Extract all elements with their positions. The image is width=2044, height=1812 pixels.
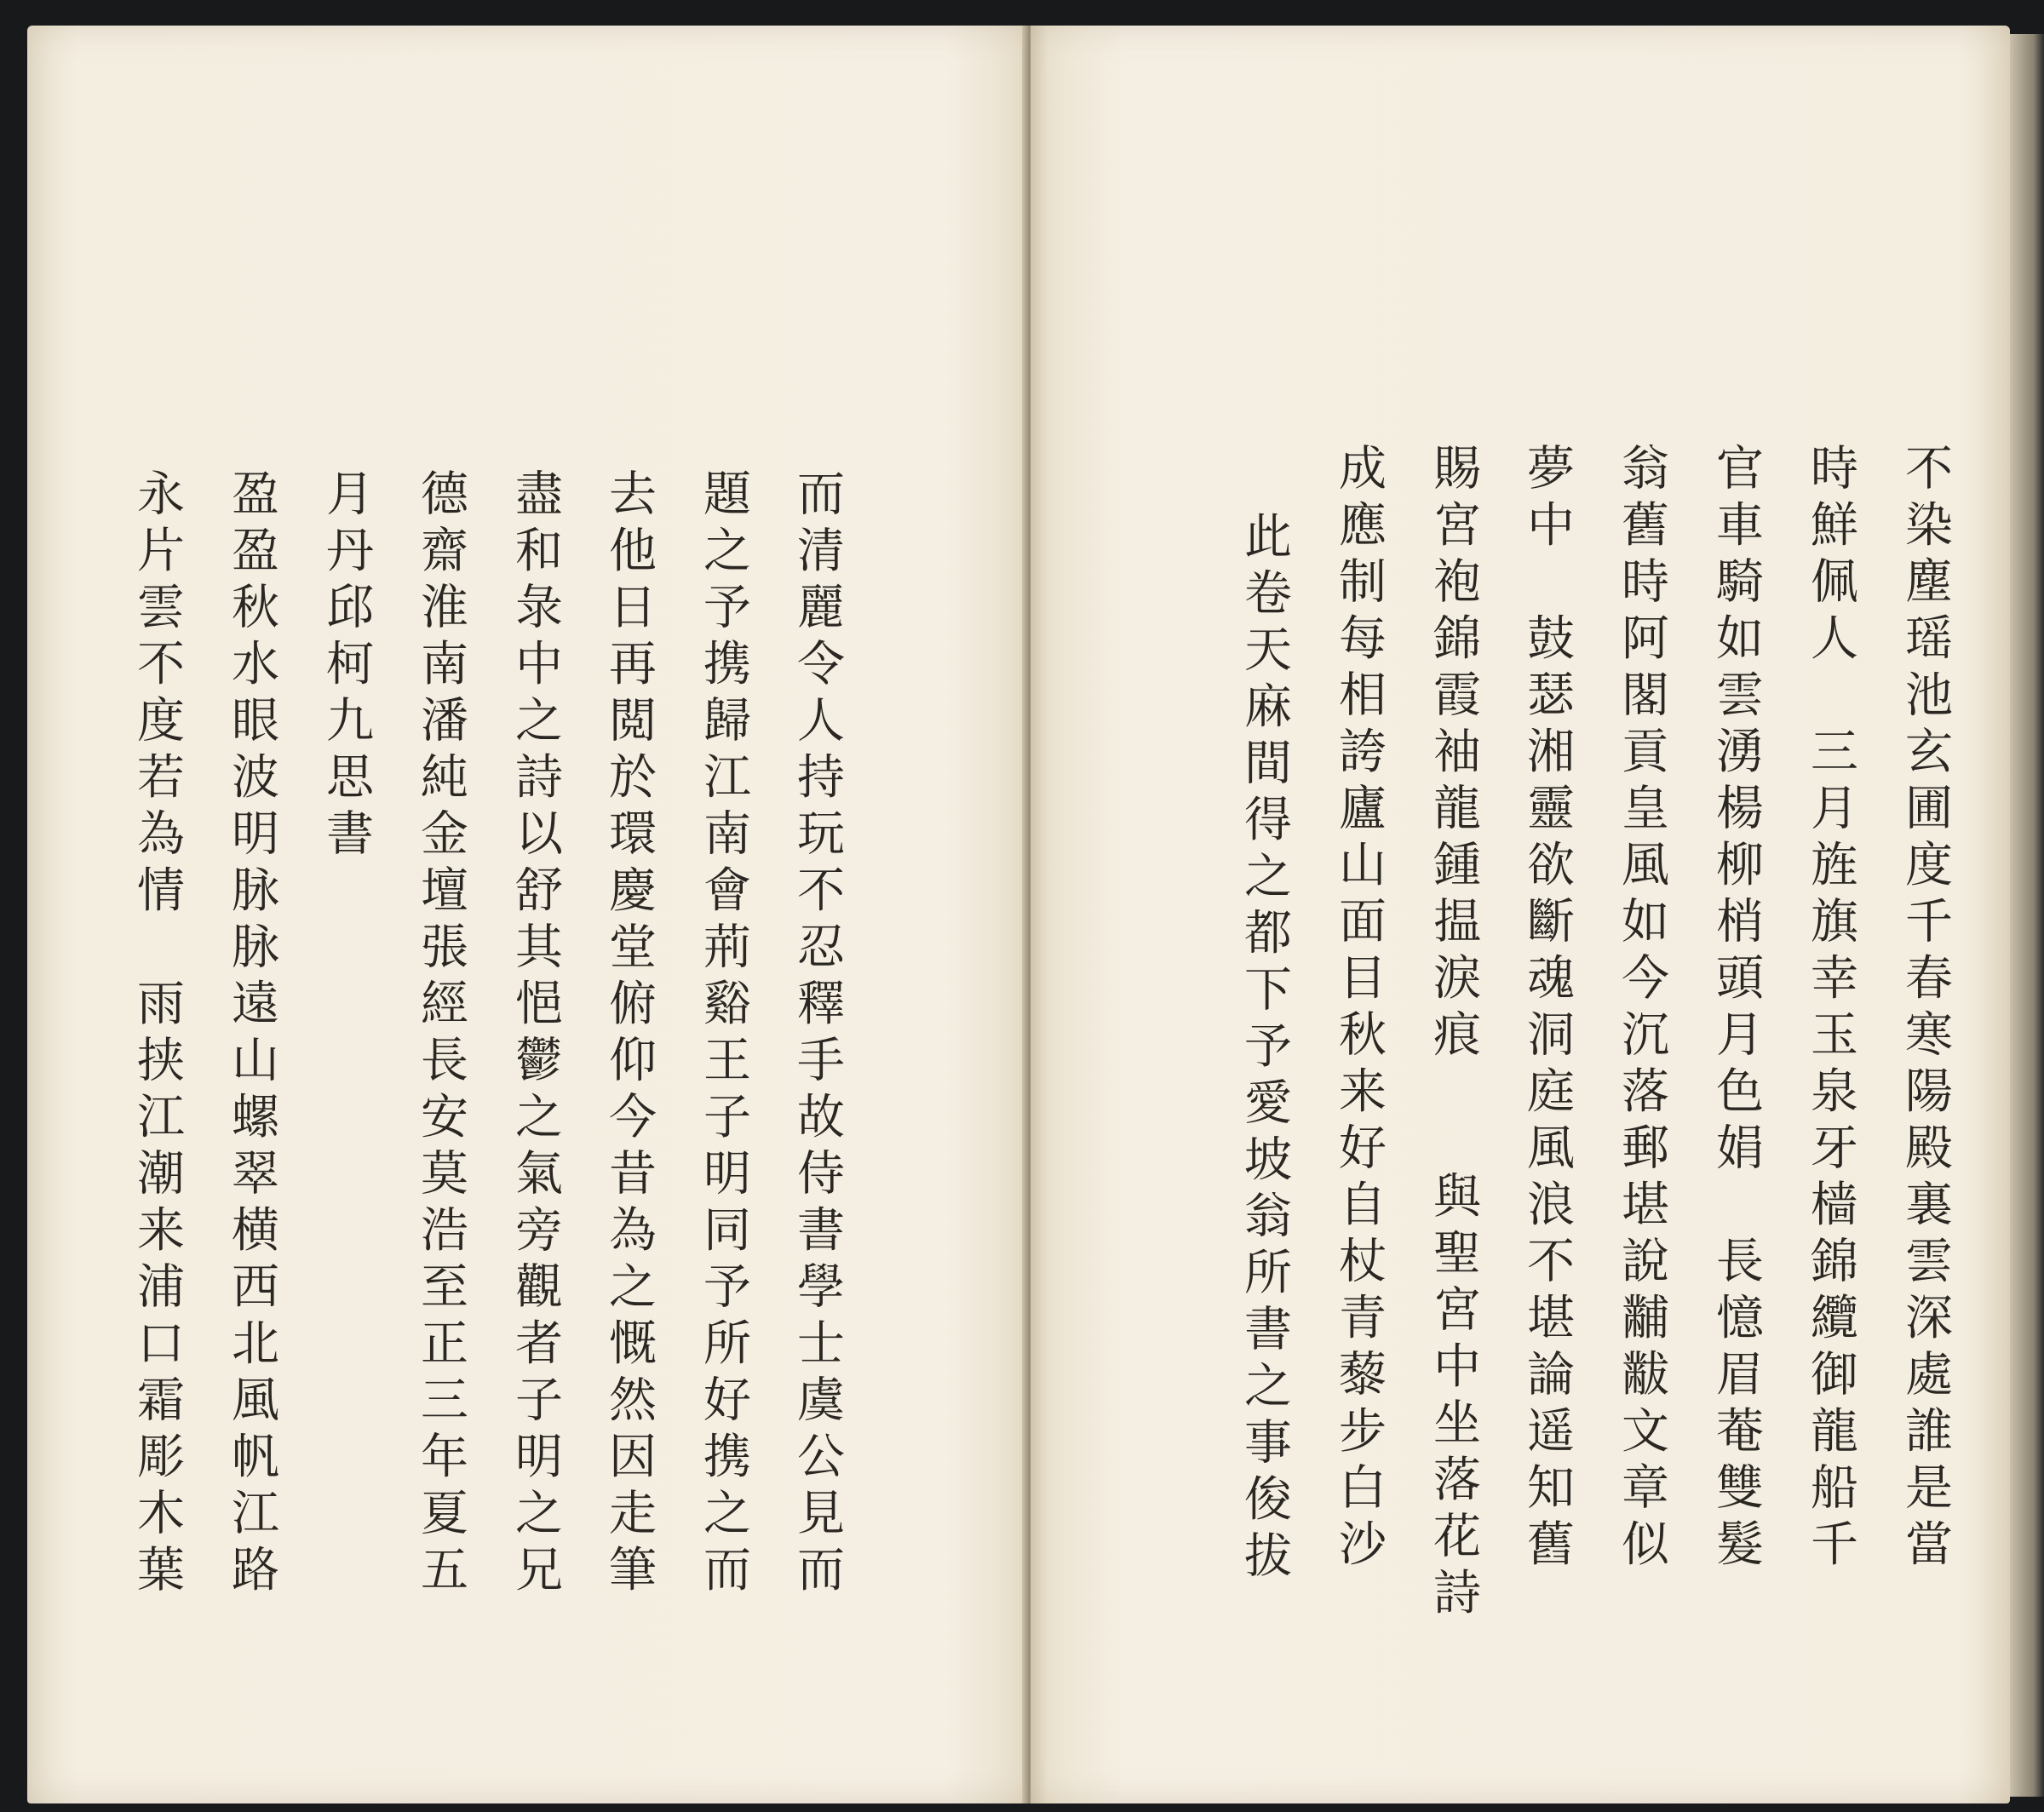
- text-column: 不染塵瑶池玄圃度千春寒陽殿裏雲深處誰是當: [1898, 443, 1953, 1575]
- text-column: 去他日再閲於環慶堂俯仰今昔為之慨然因走筆: [601, 468, 657, 1601]
- text-column: 而清麗令人持玩不忍釋手故侍書學士虞公見而: [789, 468, 845, 1601]
- text-column: 題之予携歸江南會荊谿王子明同予所好携之而: [696, 468, 751, 1601]
- right-page: [1031, 26, 2010, 1803]
- text-column: 永片雲不度若為情 雨挟江潮来浦口霜彫木葉: [129, 468, 185, 1601]
- text-column: 賜宮袍錦霞袖龍鍾揾淚痕: [1426, 443, 1481, 1066]
- text-column: 翁舊時阿閣貢皇風如今沉落郵堪說黼黻文章似: [1614, 443, 1669, 1575]
- text-column: 月丹邱柯九思書: [319, 468, 374, 865]
- left-page: [27, 26, 1034, 1803]
- text-column: 夢中 鼓瑟湘靈欲斷魂洞庭風浪不堪論遥知舊: [1519, 443, 1575, 1575]
- text-column: 德齋淮南潘純金壇張經長安莫浩至正三年夏五: [413, 468, 468, 1601]
- text-column: 盈盈秋水眼波明脉脉遠山螺翠横西北風帆江路: [224, 468, 279, 1601]
- book-edge: [2010, 34, 2044, 1797]
- text-column: 此卷天麻間得之都下予愛坡翁所書之事俊拔: [1237, 511, 1292, 1587]
- text-column: 官車騎如雲湧楊柳梢頭月色娟 長憶眉菴雙髮: [1708, 443, 1764, 1575]
- text-column: 盡和彔中之詩以舒其悒鬱之氣旁觀者子明之兄: [508, 468, 563, 1601]
- text-column-continuation: 與聖宮中坐落花詩: [1426, 1171, 1481, 1624]
- text-column: 時鮮佩人 三月旌旗幸玉泉牙樯錦纜御龍船千: [1803, 443, 1858, 1575]
- text-column: 成應制每相誇廬山面目秋来好自杖青藜步白沙: [1331, 443, 1387, 1575]
